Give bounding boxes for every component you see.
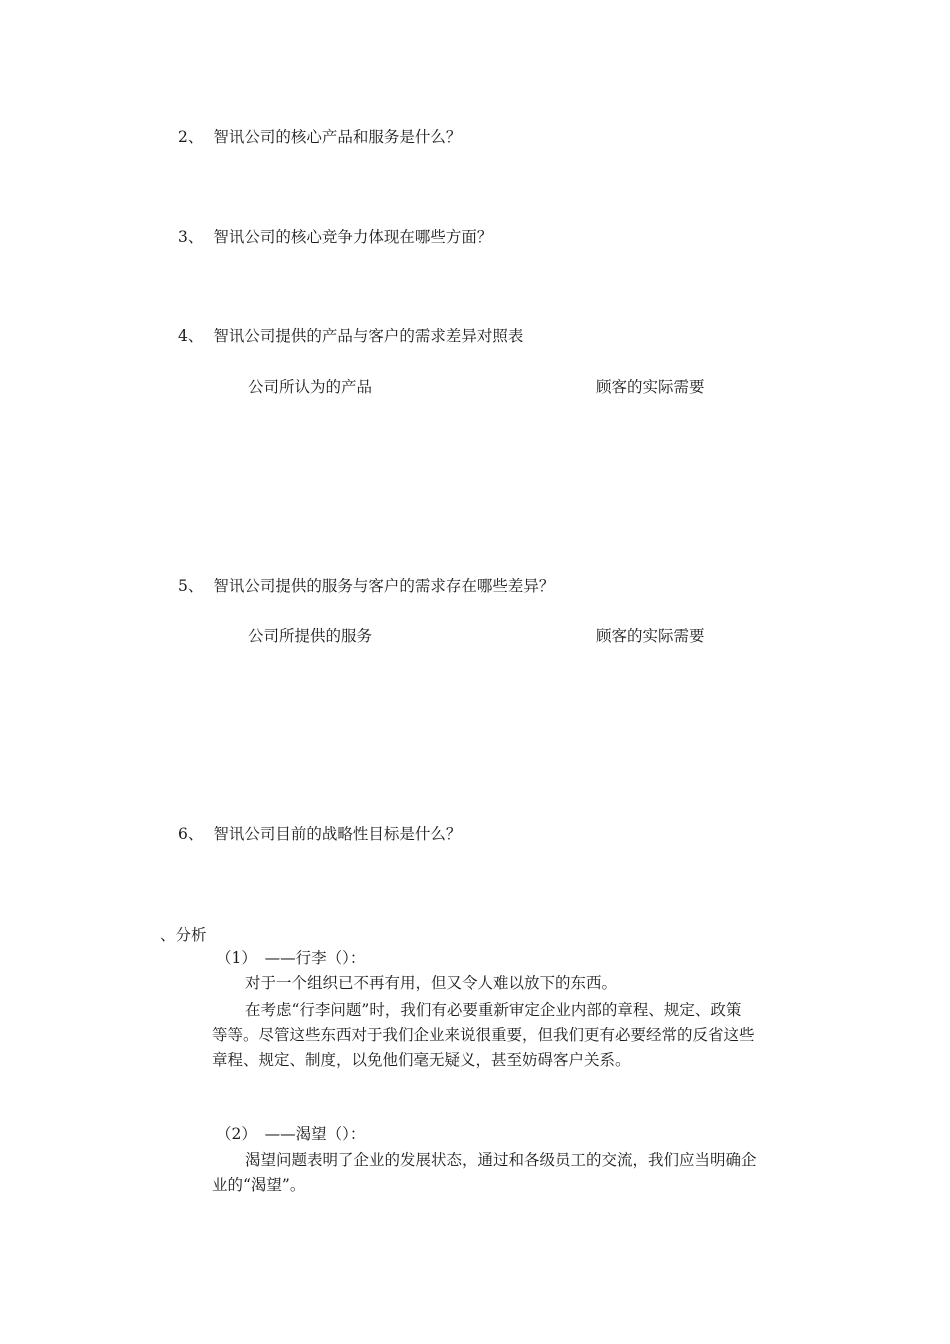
question-4	[178, 326, 523, 346]
analysis-item-1-paragraph-line-1: 在考虑“行李问题”时，我们有必要重新审定企业内部的章程、规定、政策	[245, 1001, 742, 1019]
question-4-number: 4、	[178, 327, 204, 345]
analysis-item-2-paragraph-line-1: 渴望问题表明了企业的发展状态，通过和各级员工的交流，我们应当明确企	[245, 1151, 757, 1169]
question-3-text: 智讯公司的核心竞争力体现在哪些方面？	[213, 228, 493, 246]
question-2-text: 智讯公司的核心产品和服务是什么？	[213, 128, 462, 146]
analysis-item-1-paragraph-line-2: 等等。尽管这些东西对于我们企业来说很重要，但我们更有必要经常的反省这些	[212, 1026, 755, 1044]
q5-column-company-service: 公司所提供的服务	[248, 627, 373, 645]
question-5-number: 5、	[178, 577, 204, 595]
analysis-item-1-definition: 对于一个组织已不再有用，但又令人难以放下的东西。	[245, 974, 618, 992]
question-5-text: 智讯公司提供的服务与客户的需求存在哪些差异？	[213, 577, 555, 595]
analysis-heading: 、分析	[160, 926, 207, 944]
question-4-text: 智讯公司提供的产品与客户的需求差异对照表	[213, 327, 524, 345]
analysis-item-1-label: （1） ——行李（）：	[216, 949, 366, 967]
question-2	[178, 127, 461, 147]
question-6-text: 智讯公司目前的战略性目标是什么？	[213, 825, 462, 843]
q5-column-customer-need: 顾客的实际需要	[596, 627, 705, 645]
question-6	[178, 824, 461, 844]
q4-column-customer-need: 顾客的实际需要	[596, 378, 705, 396]
question-5	[178, 576, 554, 596]
analysis-item-1-paragraph-line-3: 章程、规定、制度，以免他们毫无疑义，甚至妨碍客户关系。	[212, 1051, 631, 1069]
q4-column-company-product: 公司所认为的产品	[248, 378, 373, 396]
question-2-number: 2、	[178, 128, 204, 146]
question-3	[178, 227, 492, 247]
analysis-item-2-paragraph-line-2: 业的“渴望”。	[212, 1176, 306, 1194]
question-3-number: 3、	[178, 228, 204, 246]
question-6-number: 6、	[178, 825, 204, 843]
analysis-item-2-label: （2） ——渴望（）：	[216, 1125, 366, 1143]
